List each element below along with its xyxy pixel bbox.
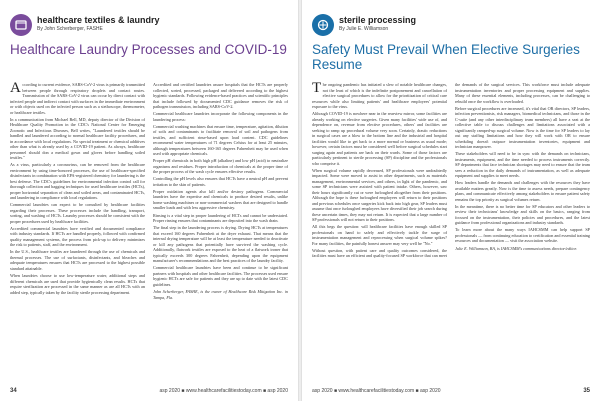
paragraph: Rinsing is a vital step in proper laundering of HCTs and cannot be understated. Proper rinsing ensures that contaminants are deposited into the wash drain. [153,212,288,224]
author-note: Julie E. Williamson, BA, is IAHCSMM's communications director/editor. [455,245,577,251]
paragraph: Controlling the pH levels also ensures that HCTs have a neutral pH and prevent irritation to the skin of patients. [153,176,288,187]
issue-line: asp 2020 ■ www.healthcarefacilitiestoday.com ■ asp 2020 [159,388,288,394]
page-number: 35 [583,388,590,394]
issue-line: asp 2020 ■ www.healthcarefacilitiestoday.com ■ asp 2020 [312,388,441,394]
right-header [312,14,582,36]
paragraph: Proper pH chemicals in both high pH (alkaline) and low pH (acid) to neutralize organisms and residues. Proper introduction of chemicals at the proper time of the proper process of the wash cycle ensures effective results. [153,158,288,175]
paragraph: Proper oxidation agents also kill and/or destroy pathogens. Commercial laundries have the expertise and chemicals to produce desired results, unlike home washing machines or non-commercial washers that are designed to handle smaller loads and with less aggressive chemistry. [153,188,288,211]
author-note: John Scherberger, FASHE, is the owner of Healthcare Risk Mitigation Inc. in Tampa, Fla. [153,289,288,300]
article-body [312,82,590,372]
paragraph: As a virus, particularly a coronavirus, can be removed from the healthcare environment by using time-honored processes, the use of healthcare-specified disinfectants in combination with EPA-registered chemistry for laundering is the best defense. The CDC's guidelines for environmental infection control call for thorough collection and bagging techniques for used healthcare textiles (HCTs), proper horizontal separation of clean and soiled areas, and contaminated HCTs, and laundering in compliance with local regulations. [10,162,145,201]
paragraph: When laundries choose to use low-temperature water, additional steps and different chemicals are used that provide hygienically clean results. HCTs that require sterilization are processed in the same manner as are all HCTs with an added step, typically taken by the facility sterile processing department. [10,273,145,295]
byline: By John Scherberger, FASHE [37,26,103,32]
page-footer [10,385,288,394]
paragraph: The ongoing pandemic has initiated a slew of notable healthcare changes, not the least of which is the indefinite postponement and cancellation of elective surgical procedures to allow for the prioritization of critical care resources while also limiting patients' and healthcare employees' potential exposure to the virus. [312,82,447,109]
article-title: Safety Must Prevail When Elective Surgeries Resume [312,42,580,72]
article-title: Healthcare Laundry Processes and COVID-19 [10,42,287,57]
paragraph: The final step in the laundering process is drying. Drying HCTs at temperatures that exceed 160 degrees Fahrenheit at the dryer exhaust. That means that the internal drying temperature will be at least the temperature needed to deactivate or kill any pathogens that potentially have survived the washing cycle. Additionally, flatwork textiles are exposed to the heat of a flatwork ironer that typically exceeds 300 degrees Fahrenheit, depending upon the equipment manufacturer's recommendations and the best practices of the laundry facility. [153,225,288,264]
sterile-processing-icon [312,14,334,36]
section-label: sterile processing [339,15,417,25]
paragraph: Commercial washing machines that ensure time, temperature, agitation, dilution of soils and contaminants to facilitate removal of soil and pathogens from textiles, and sufficient rinse-based upon load content. CDC guidelines recommend water temperatures of 71 degrees Celsius for at least 25 minutes, although temperatures between 160-165 degrees Fahrenheit may be used when used with appropriate chemicals. [153,123,288,157]
paragraph: All this begs the question: will healthcare facilities have enough skilled SP professionals on hand to safely and effectively tackle the surge of instrumentation management and reprocessing when surgical volume spikes? For many facilities, the painfully honest answer may very well be "No." [312,224,447,246]
drop-cap: A [10,82,21,96]
page-number: 34 [10,388,17,394]
paragraph: In the U.S., healthcare textiles are laundered through the use of chemicals and thermal processes. The use of surfactants, disinfectants, and bleaches and adequate temperatures ensures that HCTs are processed to the highest possible standard attainable. [10,249,145,271]
paragraph: According to current evidence, SARS-CoV-2 virus is primarily transmitted between people through respiratory droplets and contact routes. Transmission of the SARS-CoV-2 virus can occur by direct contact with infected people and indirect contact with surfaces in the immediate environment or with objects used on the infected person such as a stethoscope, thermometer, or healthcare textiles. [10,82,145,115]
paragraph: Without question, with patient care and quality outcomes considered, the facilities must have an efficient and quality-focused SP workforce that can meet the demands of the surgical services. This workforce must include adequate instrumentation inventories and proper processing equipment and supplies. Many of these essential elements, including processes, can be challenging to rebuild once the workflow is overloaded. [312,82,590,259]
article-body [10,82,288,372]
paragraph: When surgical volume rapidly decreased, SP professionals were undoubtedly impacted. Some were moved to assist in other departments, such as materials management, environmental services, and others, in light of the pandemic, and some SP technicians were assisted with patient intake. Others, however, saw their hours significantly cut or were furloughed altogether from their positions. Although the hope is these furloughed employees will return to their positions and previous schedules once surgeries kick back into high gear, SP leaders must assume that once furloughed employees have diversified their job search during these uncertain times, they may not return. It is expected that a large number of SP professionals will not return to their positions. [312,167,447,223]
paragraph: In the meantime, there is no better time for SP educators and other leaders to review their technicians' knowledge and skills on the basics, ranging from focused on the instrumentation, their policies and procedures, and the latest guidance from professional organizations and industry standards. [455,203,590,226]
left-page [0,0,298,401]
textiles-icon [10,14,32,36]
paragraph: Accredited and certified laundries assure hospitals that the HCTs are properly collected, sorted, processed, packaged and delivered according to the highest hygienic standards. Following evidence-based practices and scientific principles that include followed by documented CDC guidance removes the risk of pathogen transmission, including SARS-CoV-2. [153,82,288,109]
page-footer [312,385,590,394]
byline: By Julie E. Williamson [339,26,389,32]
paragraph: Although COVID-19 is nowhere near in the rearview mirror, some facilities are already working on elective surgeries. Given many facilities' wide use of, and dependence on, revenue from elective procedures, others' and facilities are seeking to ramp up procedural volume very soon. Certainly, drastic reductions in surgical cases are a blow to the bottom line and the industrial and hospital facilities would like to get back to a more normal or business as usual mode; however, certain factors must be considered well before surgical schedules start surging again and patients are back on their wards. Some of those factors are particularly pertinent to sterile processing (SP) discipline and the professionals who comprise it. [312,111,447,166]
drop-cap: T [312,82,322,96]
paragraph: Accredited commercial laundries have verified and documented compliance with industry standards. If HCTs are handled properly, followed with confirmed quality management systems, the process from pick-up to delivery minimizes the risk to patients, staff, and the environment. [10,225,145,248]
paragraph: Commercial healthcare laundries incorporate the following components in the laundering process: [153,111,288,122]
paragraph: Commercial healthcare laundries have been and continue to be significant partners with hospitals and other healthcare facilities. The processes used ensure hygienic HCTs are safe for patients and they are up to date with the latest CDC guidelines. [153,265,288,287]
paragraph: In a communication from Michael Bell, MD, deputy director of the Division of Healthcare Quality Promotion in the CDC's National Center for Emerging Zoonotic and Infectious Diseases, Bell writes, "Laundered textiles should be handled and laundered according to normal healthcare facility procedures, and in accordance with local regulations. No special treatment or chemical additives other than what is already used by a COVID-19 patient. As always, healthcare personnel should don a medical gown and gloves before handling soiled textiles." [10,116,145,161]
right-page [302,0,600,401]
paragraph: How leaders handle the demands and challenges with the resources they have available matters greatly. Now is the time to assess needs, prepare contingency plans, and communicate effectively among stakeholders to ensure patient safety remains the top priority as surgical volumes return. [455,180,590,202]
left-header [10,14,280,36]
paragraph: Commercial laundries can expect to be consulted by healthcare facilities regarding their processes. These processes include the handling, transport, sorting, and washing of HCTs. Laundry processes should be consistent with the proper procedures used by healthcare facilities. [10,202,145,224]
paragraph: Before surgical procedures are increased, it's vital that OR directors, SP leaders, infection preventionists, risk managers, biomedical technicians, and those in the C-suite (and any other interdisciplinary team members) all have a seat at the collective table to discuss challenges and limitations associated with a significantly ramped-up surgical volume. Now is the time for SP leaders to lay out any staffing limitations and how they will work with OR to ensure scheduling doesn't outpace instrumentation inventories, equipment and technician manpower. [455,105,590,150]
paragraph: These stakeholders will need to be in sync with the demands on technicians, instruments, equipment, and the time needed to process instruments correctly. SP departments that face technician shortages may need to ensure that the team sees a reduction in the daily demands of instrumentation, as well as adequate equipment and supplies to meet needs. [455,151,590,179]
section-label: healthcare textiles & laundry [37,15,160,25]
paragraph: To learn more about the many ways IAHCSMM can help support SP professionals — from continuing education to certification and essential training resources and documentation — visit the association website. [455,227,590,244]
